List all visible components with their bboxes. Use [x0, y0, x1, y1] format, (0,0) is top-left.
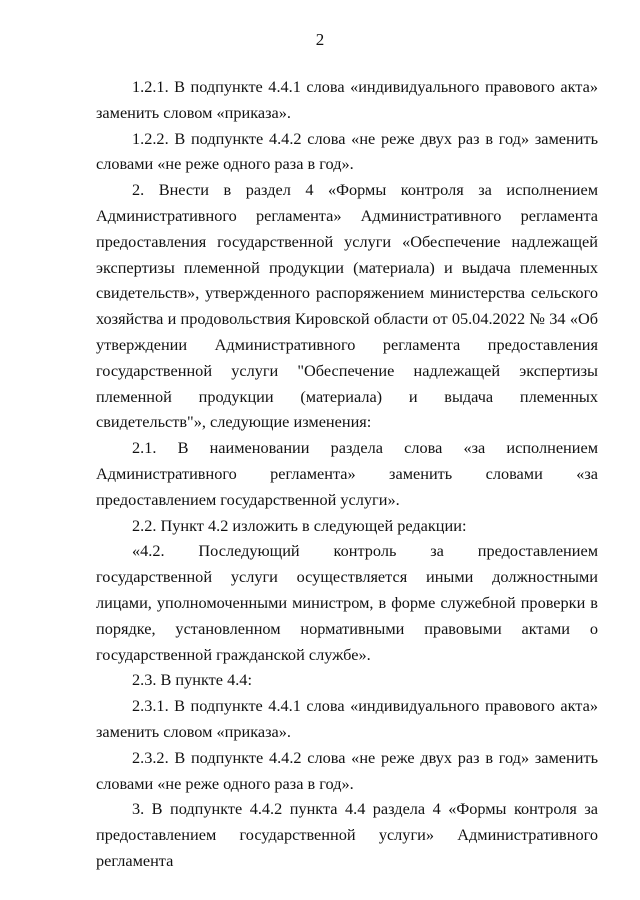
paragraph-2-3-2: 2.3.2. В подпункте 4.4.2 слова «не реже двух раз в год» заменить словами «не реже одного раза в год». — [96, 747, 598, 793]
paragraph-2: 2. Внести в раздел 4 «Формы контроля за исполнением Административного регламента» Административного регламента предоставления государственной услуги «Обеспечение надлежащей экспертизы племенной продукции (материала) и выдача племенных свидетельств», утвержденного распоряжением министерства сельского хозяйства и продовольствия Кировской области от 05.04.2022 № 34 «Об утверждении Административного регламента предоставления государственной услуги "Обеспечение надлежащей экспертизы племенной продукции (материала) и выдача племенных свидетельств"», следующие изменения: — [96, 180, 598, 432]
paragraph-1-2-1: 1.2.1. В подпункте 4.4.1 слова «индивидуального правового акта» заменить словом «приказа». — [96, 77, 598, 122]
paragraph-2-3-1: 2.3.1. В подпункте 4.4.1 слова «индивидуального правового акта» заменить словом «приказа». — [96, 696, 598, 741]
paragraph-2-3: 2.3. В пункте 4.4: — [132, 670, 252, 690]
paragraph-3: 3. В подпункте 4.4.2 пункта 4.4 раздела 4 «Формы контроля за предоставлением государственной услуги» Административного регламента — [96, 799, 598, 870]
document-body — [96, 74, 598, 874]
paragraph-2-1: 2.1. В наименовании раздела слова «за исполнением Административного регламента» заменить словами «за предоставлением государственной услуги». — [96, 438, 598, 509]
paragraph-2-2: 2.2. Пункт 4.2 изложить в следующей редакции: — [132, 515, 467, 535]
paragraph-quote-4-2: «4.2. Последующий контроль за предоставлением государственной услуги осуществляется иными должностными лицами, уполномоченными министром, в форме служебной проверки в порядке, установленном нормативными правовыми актами о государственной гражданской службе». — [96, 541, 598, 664]
paragraph-1-2-2: 1.2.2. В подпункте 4.4.2 слова «не реже двух раз в год» заменить словами «не реже одного раза в год». — [96, 128, 598, 174]
page-number: 2 — [315, 30, 325, 49]
